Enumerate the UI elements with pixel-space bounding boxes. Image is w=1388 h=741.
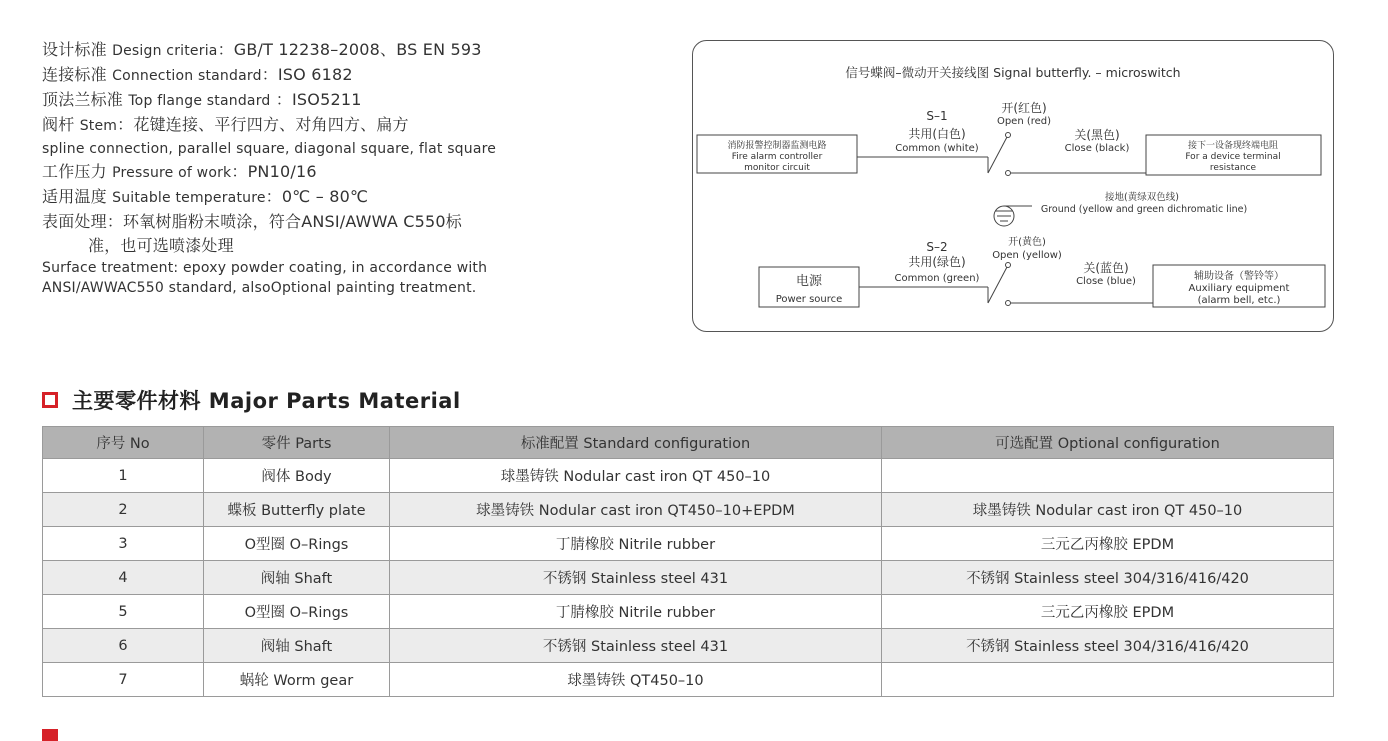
cell-no: 4 [43, 561, 204, 595]
section-title: 主要零件材料 Major Parts Material [72, 389, 461, 413]
spec-surface-line2: 准，也可选喷漆处理 [88, 236, 234, 255]
spec-label-en: Top flange standard [128, 93, 271, 109]
fire-alarm-box-en1: Fire alarm controller [731, 152, 823, 162]
spec-value: GB/T 12238–2008、BS EN 593 [233, 40, 482, 59]
spec-surface: 表面处理：环氧树脂粉末喷涂，符合ANSI/AWWA C550标 [42, 212, 462, 231]
cell-part: 蜗轮 Worm gear [204, 663, 390, 697]
s2-close-en: Close (blue) [1076, 276, 1136, 287]
table-row [43, 663, 1334, 697]
cell-no: 5 [43, 595, 204, 629]
terminal-box-cn: 接下一设备现终端电阻 [1187, 141, 1279, 151]
spec-label: 连接标准 [42, 65, 107, 84]
section-heading [42, 387, 461, 413]
cell-part: 阀轴 Shaft [204, 629, 390, 663]
s1-open-en: Open (red) [996, 116, 1052, 127]
spec-label: 设计标准 [42, 40, 107, 59]
wiring-diagram [692, 40, 1334, 332]
spec-design: 设计标准 Design criteria：GB/T 12238–2008、BS EN 593 [42, 40, 482, 59]
terminal-box-en1: For a device terminal [1185, 152, 1281, 162]
s1-common-cn: 共用(白色) [908, 127, 966, 141]
spec-value: PN10/16 [247, 162, 317, 181]
spec-value: 花键连接、平行四方、对角四方、扁方 [133, 115, 409, 134]
spec-label: 适用温度 [42, 187, 107, 206]
next-section-bullet-icon [42, 729, 58, 741]
s1-open-cn: 开(红色) [1001, 101, 1047, 115]
s1-common-en: Common (white) [895, 143, 979, 154]
spec-value: 环氧树脂粉末喷涂，符合ANSI/AWWA C550标 [123, 212, 462, 231]
s1-close-contact [1006, 171, 1011, 176]
parts-table [42, 426, 1334, 697]
s2-open-contact [1006, 263, 1011, 268]
cell-optional: 球墨铸铁 Nodular cast iron QT 450–10 [882, 493, 1334, 527]
cell-optional: 三元乙丙橡胶 EPDM [882, 595, 1334, 629]
spec-value: 0℃ – 80℃ [281, 187, 369, 206]
diagram-title: 信号蝶阀–微动开关接线图 Signal butterfly. – microswitch [845, 65, 1181, 80]
spec-label-en: Connection standard [112, 68, 262, 84]
s2-common-en: Common (green) [894, 273, 980, 284]
cell-optional: 不锈钢 Stainless steel 304/316/416/420 [882, 561, 1334, 595]
s1-name: S–1 [926, 109, 948, 123]
cell-optional: 不锈钢 Stainless steel 304/316/416/420 [882, 629, 1334, 663]
cell-no: 2 [43, 493, 204, 527]
fire-alarm-box-cn: 消防报警控制器监测电路 [727, 141, 827, 151]
s2-close-contact [1006, 301, 1011, 306]
cell-no: 1 [43, 459, 204, 493]
spec-stem: 阀杆 Stem：花键连接、平行四方、对角四方、扁方 [42, 115, 409, 134]
spec-stem-en: spline connection, parallel square, diagonal square, flat square [42, 141, 497, 157]
table-row [43, 527, 1334, 561]
cell-standard: 不锈钢 Stainless steel 431 [390, 561, 882, 595]
spec-label-en: Stem [79, 118, 118, 134]
cell-part: 蝶板 Butterfly plate [204, 493, 390, 527]
cell-standard: 球墨铸铁 QT450–10 [390, 663, 882, 697]
table-header-row [43, 427, 1334, 459]
s2-name: S–2 [926, 240, 948, 254]
cell-part: O型圈 O–Rings [204, 527, 390, 561]
spec-label: 工作压力 [42, 162, 107, 181]
spec-connection: 连接标准 Connection standard：ISO 6182 [42, 65, 353, 84]
cell-no: 3 [43, 527, 204, 561]
power-box-cn: 电源 [795, 274, 823, 289]
s1-close-cn: 关(黑色) [1074, 128, 1120, 142]
spec-pressure: 工作压力 Pressure of work：PN10/16 [42, 162, 317, 181]
spec-label: 顶法兰标准 [42, 90, 124, 109]
cell-optional [882, 459, 1334, 493]
spec-label-en: Design criteria [112, 43, 218, 59]
aux-box-en1: Auxiliary equipment [1188, 283, 1290, 294]
cell-no: 7 [43, 663, 204, 697]
cell-no: 6 [43, 629, 204, 663]
square-bullet-icon [42, 392, 58, 408]
spec-label: 阀杆 [42, 115, 75, 134]
col-header-no: 序号 No [43, 427, 204, 459]
cell-standard: 球墨铸铁 Nodular cast iron QT 450–10 [390, 459, 882, 493]
cell-optional: 三元乙丙橡胶 EPDM [882, 527, 1334, 561]
cell-standard: 丁腈橡胶 Nitrile rubber [390, 595, 882, 629]
aux-box-cn: 辅助设备（警铃等） [1194, 271, 1284, 282]
spec-list [42, 38, 642, 298]
cell-part: 阀轴 Shaft [204, 561, 390, 595]
cell-part: 阀体 Body [204, 459, 390, 493]
cell-optional [882, 663, 1334, 697]
s1-open-contact [1006, 133, 1011, 138]
s2-open-cn: 开(黄色) [1008, 237, 1046, 248]
aux-box-en2: (alarm bell, etc.) [1197, 295, 1281, 306]
col-header-parts: 零件 Parts [204, 427, 390, 459]
ground-cn: 接地(黄绿双色线) [1105, 192, 1179, 203]
power-box-en: Power source [775, 294, 843, 305]
spec-surface-en-2: ANSI/AWWAC550 standard, alsoOptional painting treatment. [42, 280, 477, 296]
col-header-standard: 标准配置 Standard configuration [390, 427, 882, 459]
table-row [43, 595, 1334, 629]
spec-surface-en-1: Surface treatment: epoxy powder coating, in accordance with [42, 260, 488, 276]
s2-common-cn: 共用(绿色) [908, 255, 966, 269]
spec-value: ISO 6182 [277, 65, 353, 84]
wiring-diagram-svg [692, 40, 1334, 332]
table-row [43, 459, 1334, 493]
spec-label-en: Suitable temperature [112, 190, 266, 206]
cell-standard: 球墨铸铁 Nodular cast iron QT450–10+EPDM [390, 493, 882, 527]
cell-part: O型圈 O–Rings [204, 595, 390, 629]
fire-alarm-box-en2: monitor circuit [744, 163, 810, 173]
table-row [43, 561, 1334, 595]
table-row [43, 629, 1334, 663]
s2-open-en: Open (yellow) [992, 250, 1062, 261]
table-row [43, 493, 1334, 527]
spec-value: ISO5211 [292, 90, 362, 109]
spec-label: 表面处理 [42, 212, 107, 231]
s1-close-en: Close (black) [1064, 143, 1130, 154]
s2-close-cn: 关(蓝色) [1083, 261, 1129, 275]
spec-top-flange: 顶法兰标准 Top flange standard ：ISO5211 [42, 90, 362, 109]
col-header-optional: 可选配置 Optional configuration [882, 427, 1334, 459]
cell-standard: 丁腈橡胶 Nitrile rubber [390, 527, 882, 561]
spec-label-en: Pressure of work [112, 165, 232, 181]
ground-en: Ground (yellow and green dichromatic line) [1040, 204, 1248, 215]
terminal-box-en2: resistance [1209, 163, 1257, 173]
cell-standard: 不锈钢 Stainless steel 431 [390, 629, 882, 663]
spec-temperature: 适用温度 Suitable temperature：0℃ – 80℃ [42, 187, 369, 206]
